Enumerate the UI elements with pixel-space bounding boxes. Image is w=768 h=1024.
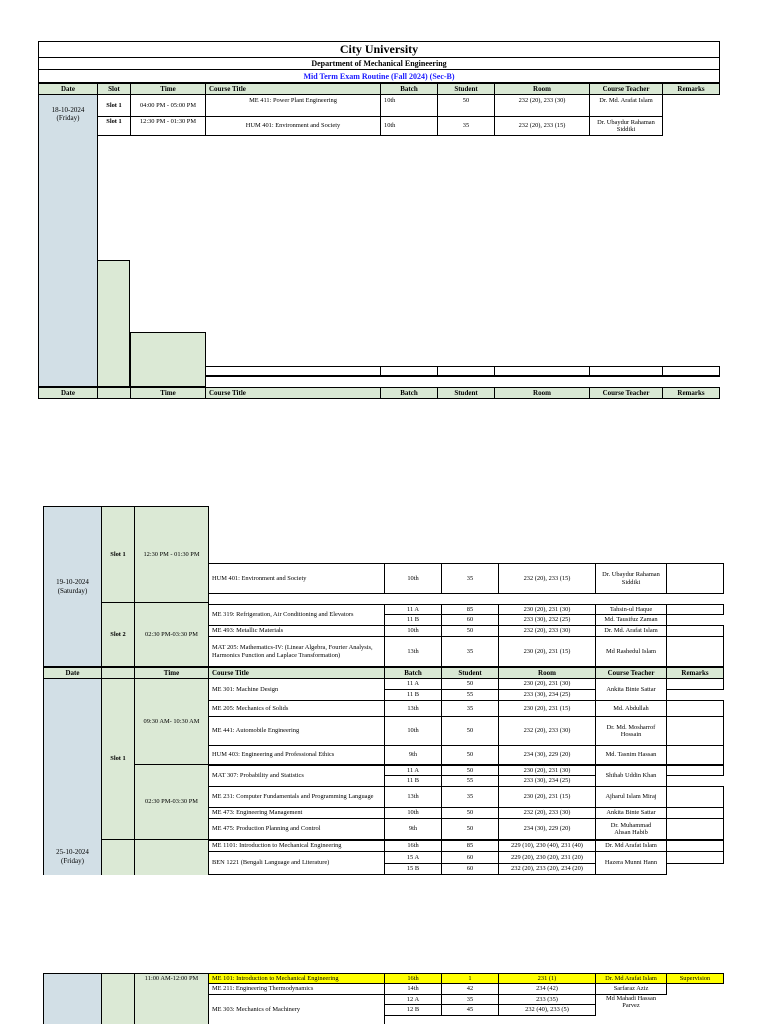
day4-course-3: ME 303: Mechanics of Machinery [208,994,385,1024]
col-time: Time [130,83,206,95]
day4-course-2: ME 211: Engineering Thermodynamics [208,983,385,995]
day2-time-1: 12:30 PM - 01:30 PM [134,506,209,603]
day3-course-b4: ME 475: Production Planning and Control [208,818,385,840]
day1-student-1: 50 [437,94,495,117]
day3-time-a: 09:30 AM- 10:30 AM [134,678,209,765]
empty-slot-block [97,260,130,387]
day2-teacher-2a: Tahsin-ul Haque [595,604,667,615]
day2-course-4: MAT 205: Mathematics-IV: (Linear Algebra, Fourier Analysis, Harmonics Function and Laplace Transformation) [208,636,385,667]
day3-student-c1: 85 [441,839,499,852]
day4-room-3b: 232 (40), 233 (5) [498,1004,596,1016]
col-batch: Batch [380,387,438,399]
day2-teacher-2b: Md. Tausifuz Zaman [595,614,667,626]
col-remarks: Remarks [662,387,720,399]
day2-batch-4: 13th [384,636,442,667]
divider [380,366,381,377]
day2-teacher-4: Md Rashedul Islam [595,636,667,667]
day3-remarks-b1 [666,764,724,776]
day2-batch-2b: 11 B [384,614,442,626]
day3-batch-b1a: 11 A [384,764,442,776]
day2-remarks-4 [666,636,724,667]
day3-student-b1a: 50 [441,764,499,776]
day3-batch-a4: 9th [384,745,442,765]
day3-course-a2: ME 205: Mechanics of Solids [208,700,385,717]
col-course: Course Title [205,387,381,399]
day3-room-b2: 230 (20), 231 (15) [498,786,596,808]
day4-student-3a: 35 [441,994,499,1005]
day3-remarks-a1 [666,678,724,690]
day3-course-b2: ME 231: Computer Fundamentals and Programming Language [208,786,385,808]
day3-student-b4: 50 [441,818,499,840]
divider [437,366,438,377]
day2-date: 19-10-2024 [56,578,89,586]
day3-course-a4: HUM 403: Engineering and Professional Ethics [208,745,385,765]
day3-course-b3: ME 473: Engineering Management [208,807,385,819]
day1-batch-2: 10th [380,116,438,136]
col-batch: Batch [384,667,442,679]
day2-remarks-1 [666,563,724,594]
day3-remarks-a3 [666,716,724,746]
day4-remarks-1: Supervision [666,973,724,984]
col-slot [97,387,131,399]
day1-date: 18-10-2024 [51,106,85,114]
day3-student-a3: 50 [441,716,499,746]
day2-slot-2: Slot 2 [101,602,135,667]
day3-batch-a1a: 11 A [384,678,442,690]
day3-batch-b4: 9th [384,818,442,840]
col-teacher: Course Teacher [589,387,663,399]
day3-teacher-b1: Shihab Uddin Khan [595,764,667,787]
divider [662,366,663,377]
day3-room-a3: 232 (20), 233 (30) [498,716,596,746]
col-course: Course Title [208,667,385,679]
day3-time-b: 02:30 PM-03:30 PM [134,764,209,840]
day2-batch-1: 10th [384,563,442,594]
day3-room-a1a: 230 (20), 231 (30) [498,678,596,690]
day3-batch-a2: 13th [384,700,442,717]
day3-time-empty [134,839,209,875]
day3-remarks-c2 [666,851,724,864]
day1-room-2: 232 (20), 233 (15) [494,116,590,136]
day4-batch-3a: 12 A [384,994,442,1005]
day3-batch-c2a: 15 A [384,851,442,864]
day3-teacher-a2: Md. Abdullah [595,700,667,717]
day3-batch-c2b: 15 B [384,863,442,875]
day4-batch-3b: 12 B [384,1004,442,1016]
day1-time-2: 12:30 PM - 01:30 PM [130,116,206,136]
col-remarks: Remarks [662,83,720,95]
day2-teacher-1: Dr. Ubaydur Rahaman Siddiki [595,563,667,594]
day3-batch-a3: 10th [384,716,442,746]
day3-course-a3: ME 441: Automobile Engineering [208,716,385,746]
day2-course-3: ME 493: Metallic Materials [208,625,385,637]
day1-student-2: 35 [437,116,495,136]
empty-time-block [130,332,206,387]
col-date: Date [38,83,98,95]
col-room: Room [494,83,590,95]
day2-slot-1: Slot 1 [101,506,135,603]
day3-remarks-a2 [666,700,724,717]
day2-room-1: 232 (20), 233 (15) [498,563,596,594]
day2-room-2b: 233 (30), 232 (25) [498,614,596,626]
day4-slot-cell [101,973,135,1024]
day2-weekday: (Saturday) [57,587,88,595]
col-room: Room [498,667,596,679]
day4-student-2: 42 [441,983,499,995]
day4-batch-1: 16th [384,973,442,984]
day3-room-a2: 230 (20), 231 (15) [498,700,596,717]
day3-room-a1b: 233 (30), 234 (25) [498,689,596,701]
day3-batch-c1: 16th [384,839,442,852]
day3-teacher-b3: Ankita Binte Sattar [595,807,667,819]
day3-batch-a1b: 11 B [384,689,442,701]
col-time: Time [130,387,206,399]
day4-batch-2: 14th [384,983,442,995]
day2-student-3: 50 [441,625,499,637]
day2-remarks-2 [666,604,724,615]
day1-slot-1: Slot 1 [97,94,131,117]
day1-room-1: 232 (20), 233 (30) [494,94,590,117]
day3-room-c2a: 229 (20), 230 (20), 231 (20) [498,851,596,864]
day3-student-b2: 35 [441,786,499,808]
day3-room-b4: 234 (30), 229 (20) [498,818,596,840]
col-teacher: Course Teacher [589,83,663,95]
day4-student-1: 1 [441,973,499,984]
day3-course-c2: BEN 1221 (Bengali Language and Literature) [208,851,385,875]
day4-room-2: 234 (42) [498,983,596,995]
day1-date-cell [38,94,98,387]
col-remarks: Remarks [666,667,724,679]
university-title: City University [38,41,720,58]
day3-teacher-a4: Md. Tasnim Hassan [595,745,667,765]
day2-student-2a: 85 [441,604,499,615]
col-student: Student [437,387,495,399]
day3-slot-empty [101,839,135,875]
day3-room-b1b: 233 (30), 234 (25) [498,775,596,787]
day3-teacher-b4: Dr. Muhammad Ahsan Habib [595,818,667,840]
day3-remarks-b4 [666,818,724,840]
day3-teacher-a3: Dr. Md. Mosharrof Hossain [595,716,667,746]
day3-room-c1: 229 (10), 230 (40), 231 (40) [498,839,596,852]
day3-room-b1a: 230 (20), 231 (30) [498,764,596,776]
col-date: Date [43,667,102,679]
col-slot: Slot [97,83,131,95]
day4-time: 11:00 AM-12:00 PM [134,973,209,1024]
day2-room-2a: 230 (20), 231 (30) [498,604,596,615]
day3-room-b3: 232 (20), 233 (30) [498,807,596,819]
day3-batch-b3: 10th [384,807,442,819]
day2-room-4: 230 (20), 231 (15) [498,636,596,667]
day1-course-1: ME 411: Power Plant Engineering [205,94,381,117]
day3-teacher-b2: Ajharul Islam Miraj [595,786,667,808]
day3-student-c2b: 60 [441,863,499,875]
day2-student-1: 35 [441,563,499,594]
day4-teacher-1: Dr. Md Arafat Islam [595,973,667,984]
day3-student-a4: 50 [441,745,499,765]
empty-row-line [205,366,720,377]
day1-teacher-2: Dr. Ubaydur Rahaman Siddiki [589,116,663,136]
col-student: Student [441,667,499,679]
day2-student-4: 35 [441,636,499,667]
day3-date: 25-10-2024 [56,848,89,856]
day3-teacher-c2: Hazera Munni Hann [595,851,667,875]
col-room: Room [494,387,590,399]
col-batch: Batch [380,83,438,95]
day4-room-1: 231 (1) [498,973,596,984]
day3-date-cell [43,678,102,875]
day3-course-c1: ME 1101: Introduction to Mechanical Engineering [208,839,385,852]
day1-weekday: (Friday) [56,114,80,122]
day3-remarks-a4 [666,745,724,765]
col-teacher: Course Teacher [595,667,667,679]
col-student: Student [437,83,495,95]
day2-teacher-3: Dr. Md. Arafat Islam [595,625,667,637]
day4-teacher-2: Sarfaraz Aziz [595,983,667,995]
day3-room-a4: 234 (30), 229 (20) [498,745,596,765]
day2-room-3: 232 (20), 233 (30) [498,625,596,637]
day4-teacher-3: Md Mahadi Hassan Parvez [605,995,657,1010]
day2-time-2: 02:30 PM-03:30 PM [134,602,209,667]
col-time: Time [134,667,209,679]
day3-room-c2b: 232 (20), 233 (20), 234 (20) [498,863,596,875]
day3-student-b1b: 55 [441,775,499,787]
day3-student-b3: 50 [441,807,499,819]
divider [494,366,495,377]
day3-teacher-c1: Dr. Md Arafat Islam [595,839,667,852]
day2-batch-3: 10th [384,625,442,637]
col-date: Date [38,387,98,399]
day4-date-cell [43,973,102,1024]
department-title: Department of Mechanical Engineering [38,57,720,70]
divider [589,366,590,377]
day3-weekday: (Friday) [61,857,84,865]
routine-title: Mid Term Exam Routine (Fall 2024) (Sec-B) [38,69,720,83]
day1-course-2: HUM 401: Environment and Society [205,116,381,136]
day1-slot-2: Slot 1 [97,116,131,136]
day3-student-c2a: 60 [441,851,499,864]
day2-student-2b: 60 [441,614,499,626]
day3-batch-b1b: 11 B [384,775,442,787]
day4-room-3a: 233 (35) [498,994,596,1005]
day1-teacher-1: Dr. Md. Arafat Islam [589,94,663,117]
day3-student-a1b: 55 [441,689,499,701]
day4-course-1: ME 101: Introduction to Mechanical Engineering [208,973,385,984]
day2-batch-2a: 11 A [384,604,442,615]
col-course: Course Title [205,83,381,95]
day2-course-2: ME 319: Refrigeration, Air Conditioning and Elevators [208,604,385,626]
day3-slot: Slot 1 [101,678,135,840]
day3-teacher-a1: Ankita Binte Sattar [595,678,667,701]
day3-course-a1: ME 301: Machine Design [208,678,385,701]
day1-time-1: 04:00 PM - 05:00 PM [130,94,206,117]
day3-student-a2: 35 [441,700,499,717]
day3-student-a1a: 50 [441,678,499,690]
day3-batch-b2: 13th [384,786,442,808]
day3-remarks-b2 [666,786,724,808]
day3-course-b1: MAT 307: Probability and Statistics [208,764,385,787]
day4-student-3b: 45 [441,1004,499,1016]
day1-batch-1: 10th [380,94,438,117]
day2-course-1: HUM 401: Environment and Society [208,563,385,594]
